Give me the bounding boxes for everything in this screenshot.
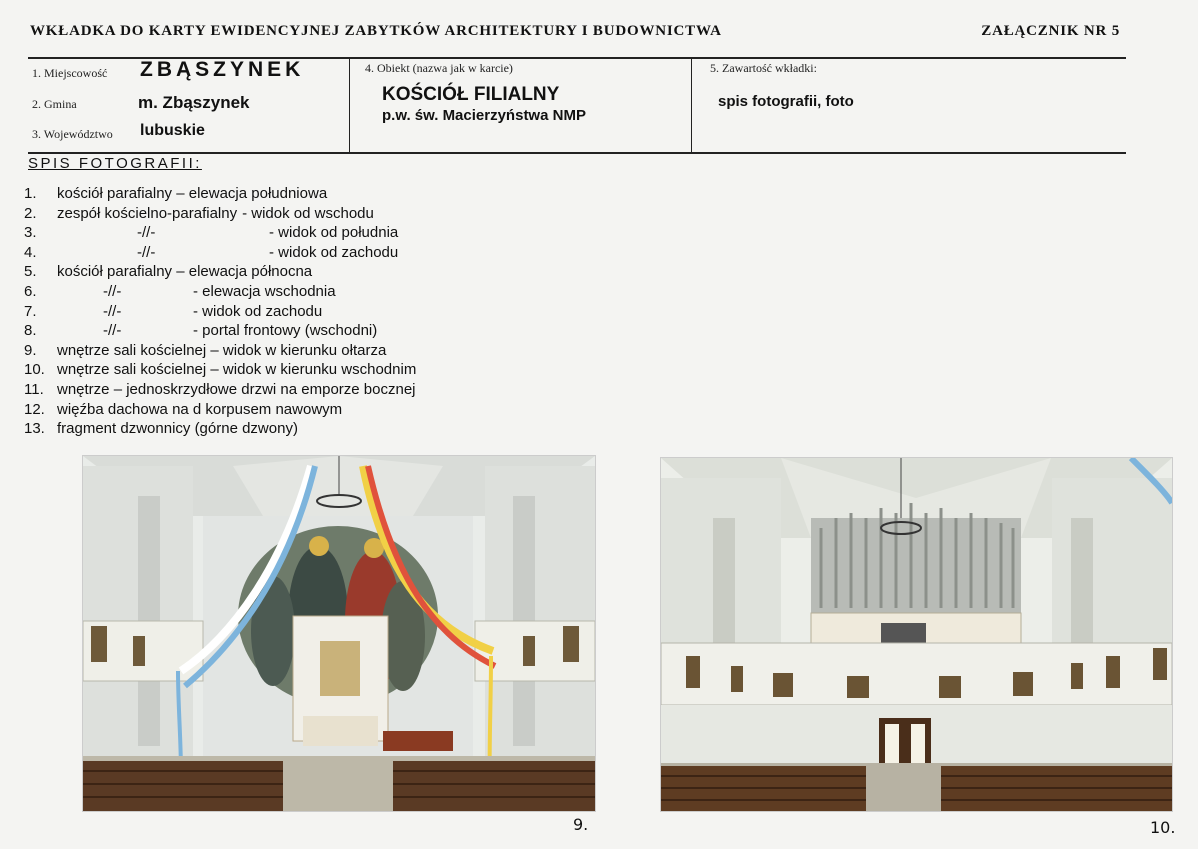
object-label: 4. Obiekt (nazwa jak w karcie): [365, 61, 513, 75]
list-item: 12. więźba dachowa na d korpusem nawowym: [24, 400, 343, 418]
annex-label: ZAŁĄCZNIK NR 5: [981, 22, 1120, 39]
list-item: 5. kościół parafialny – elewacja północna: [24, 263, 313, 281]
voivodeship-value: lubuskie: [140, 122, 205, 139]
list-item: 2. zespół kościelno-parafialny - widok od wschodu: [24, 204, 374, 222]
list-item: 7. -//- - widok od zachodu: [24, 302, 323, 320]
form-divider-1: [349, 58, 350, 152]
form-bottom-rule: [28, 152, 1126, 154]
object-dedication: p.w. św. Macierzyństwa NMP: [382, 107, 586, 124]
photo-altar-interior: [82, 455, 596, 812]
locality-label: 1. Miejscowość: [32, 66, 108, 80]
commune-value: m. Zbąszynek: [138, 93, 250, 112]
photo-list: [24, 184, 416, 439]
photo-organ-interior: [660, 457, 1173, 812]
list-item: 4. -//- - widok od zachodu: [24, 243, 399, 261]
list-item: 9. wnętrze sali kościelnej – widok w kierunku ołtarza: [24, 341, 387, 359]
photo-number-10: 10.: [1150, 818, 1176, 837]
list-item: 11. wnętrze – jednoskrzydłowe drzwi na emporze bocznej: [24, 380, 416, 398]
object-name: KOŚCIÓŁ FILIALNY: [382, 84, 560, 105]
list-item: 3. -//- - widok od południa: [24, 224, 399, 242]
list-item: 8. -//- - portal frontowy (wschodni): [24, 322, 378, 340]
locality-value: ZBĄSZYNEK: [140, 58, 305, 81]
list-item: 6. -//- - elewacja wschodnia: [24, 282, 336, 300]
photo-altar-image: [83, 456, 595, 811]
commune-label: 2. Gmina: [32, 97, 77, 111]
photo-list-title: SPIS FOTOGRAFII:: [28, 155, 202, 172]
document-title: WKŁADKA DO KARTY EWIDENCYJNEJ ZABYTKÓW ARCHITEKTURY I BUDOWNICTWA: [30, 22, 722, 39]
voivodeship-label: 3. Województwo: [32, 127, 113, 141]
document-header: [30, 20, 1120, 42]
contents-value: spis fotografii, foto: [718, 93, 854, 110]
photo-organ-image: [661, 458, 1172, 811]
list-item: 13. fragment dzwonnicy (górne dzwony): [24, 420, 298, 438]
contents-label: 5. Zawartość wkładki:: [710, 61, 817, 75]
form-divider-2: [691, 58, 692, 152]
list-item: 1. kościół parafialny – elewacja południowa: [24, 185, 328, 202]
photo-number-9: 9.: [573, 815, 589, 834]
list-item: 10. wnętrze sali kościelnej – widok w kierunku wschodnim: [24, 361, 417, 379]
